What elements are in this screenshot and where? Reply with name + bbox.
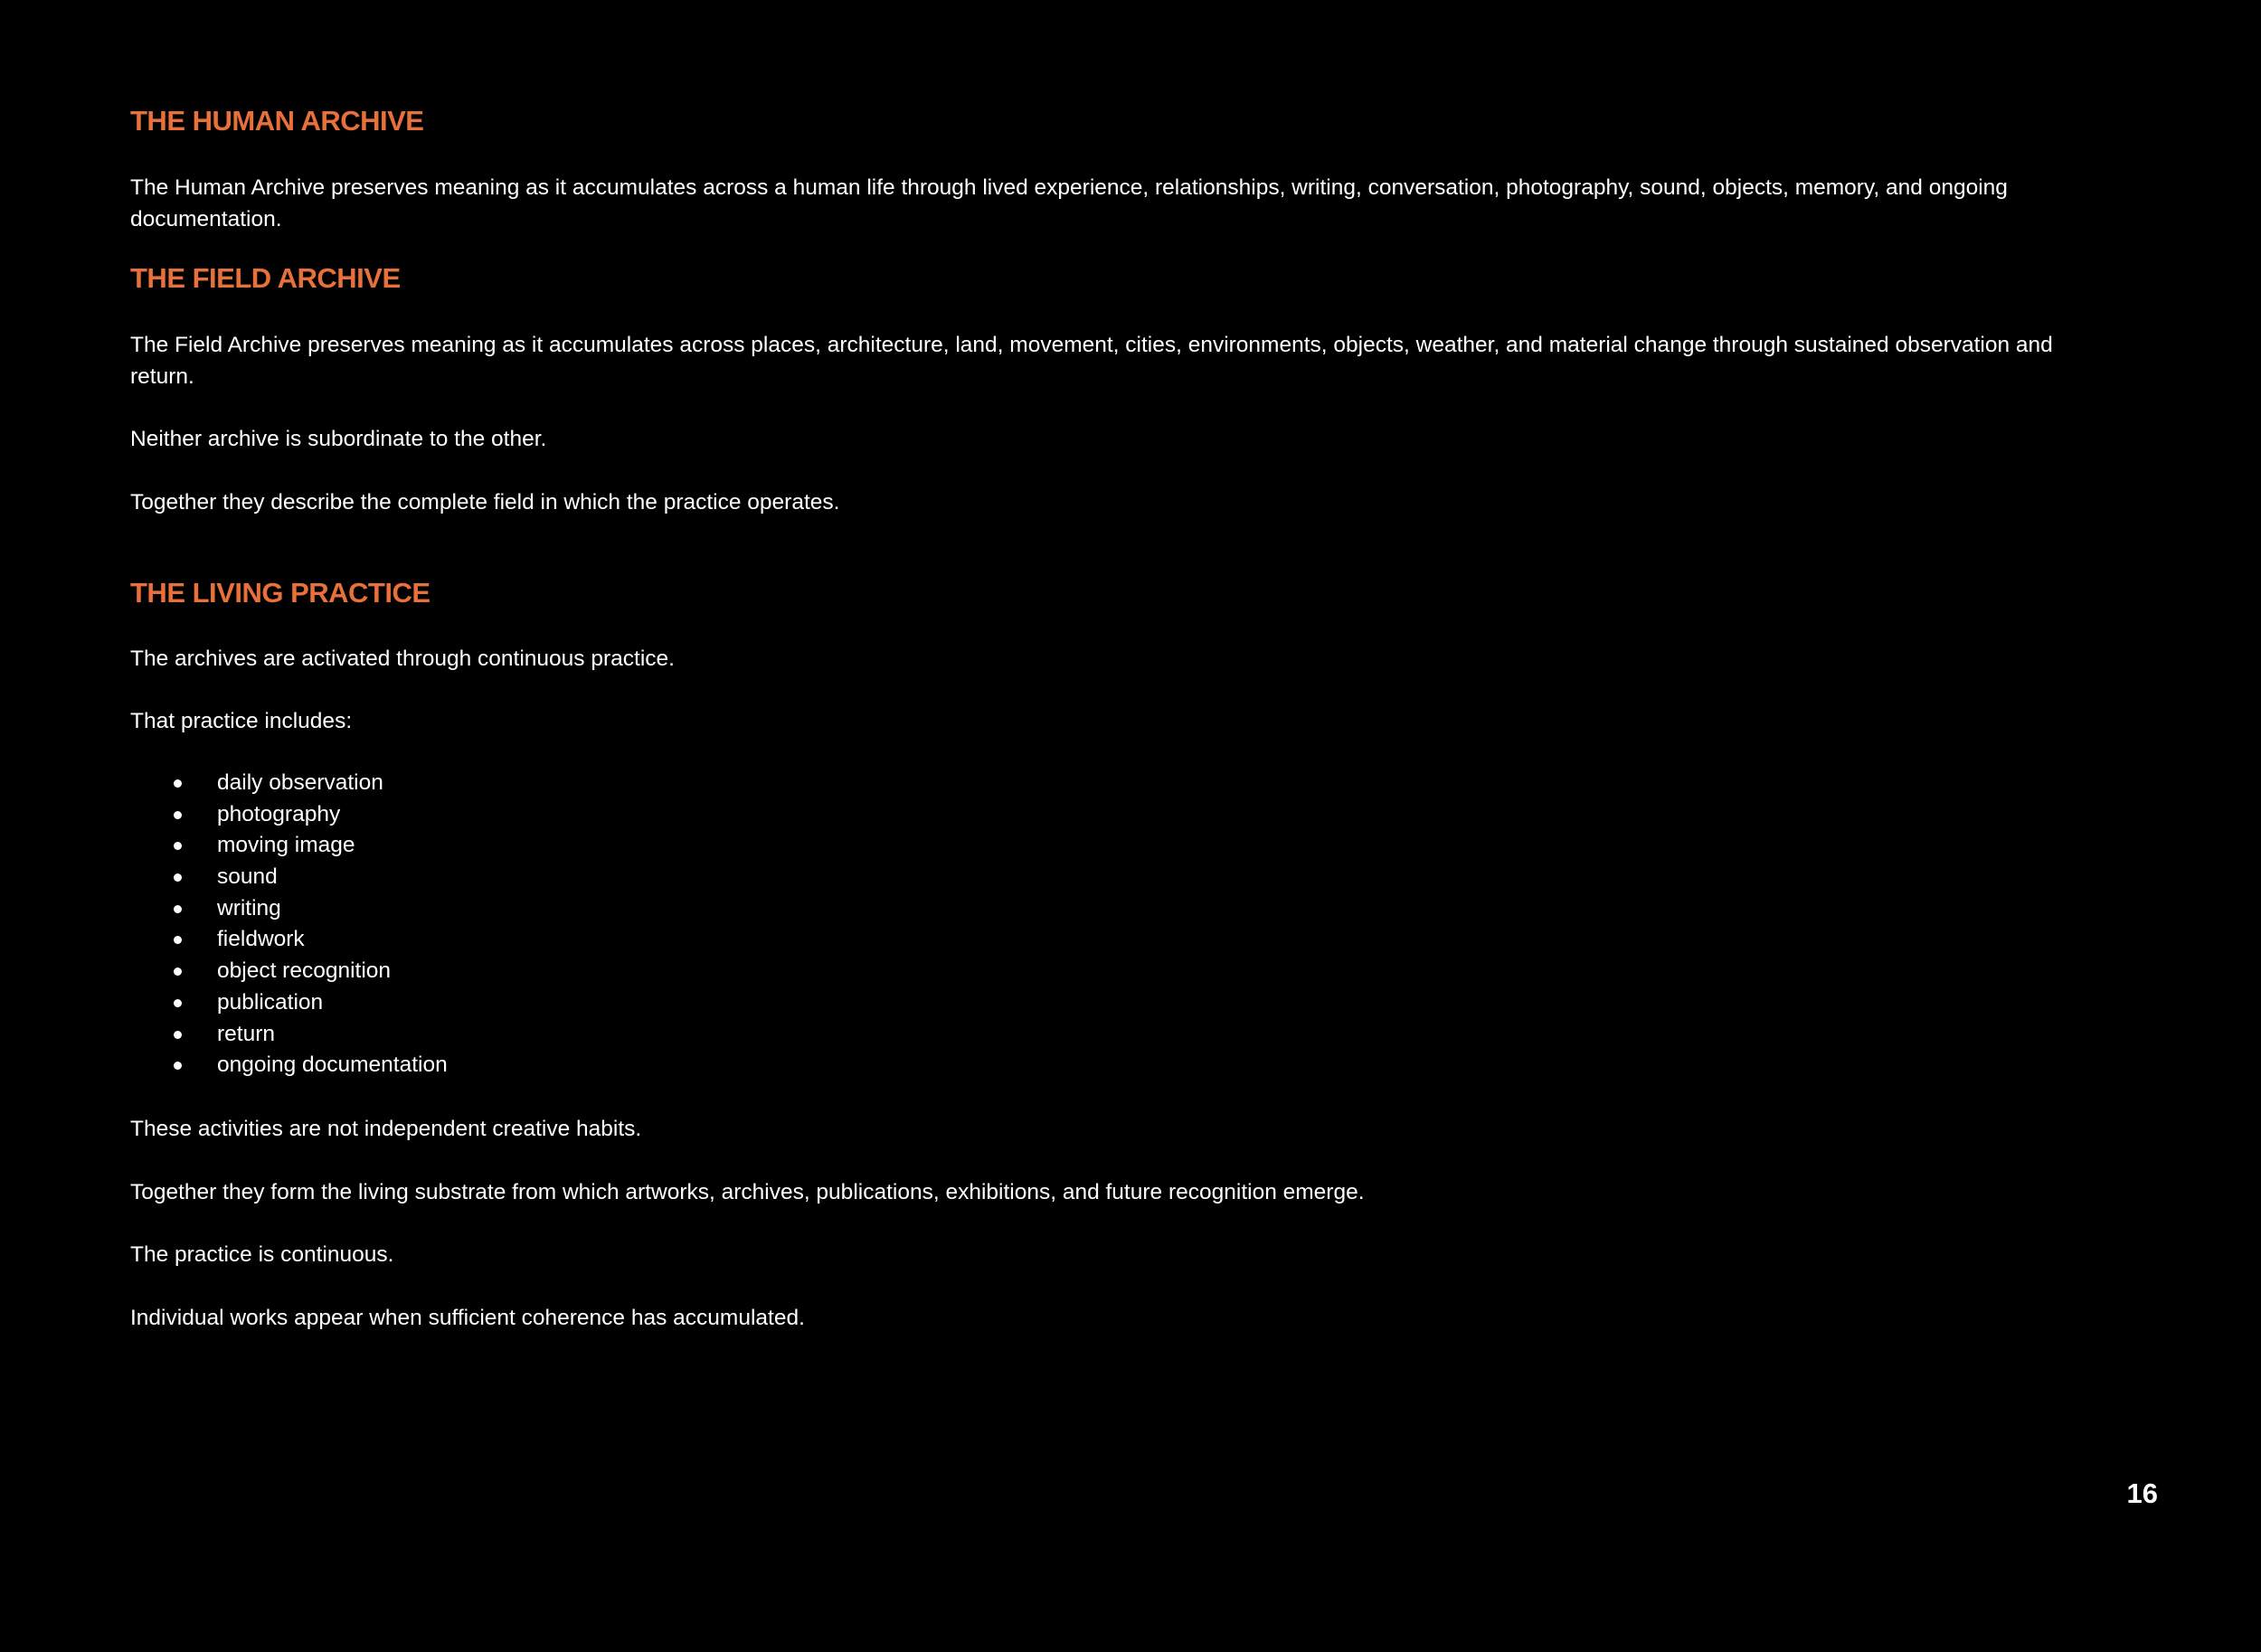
paragraph-neither-archive: Neither archive is subordinate to the other. bbox=[130, 427, 547, 451]
bullet-icon bbox=[174, 842, 182, 850]
list-item-label: moving image bbox=[217, 833, 355, 858]
paragraph-archives-activated: The archives are activated through continuous practice. bbox=[130, 647, 675, 671]
list-item-label: ongoing documentation bbox=[217, 1053, 448, 1078]
paragraph-field-archive: The Field Archive preserves meaning as it accumulates across places, architecture, land, movement, cities, environments, objects, weather, and material change through sustained observation and return. bbox=[130, 333, 2053, 389]
list-item-label: sound bbox=[217, 864, 278, 890]
practice-list bbox=[130, 768, 448, 1081]
bullet-icon bbox=[174, 905, 182, 913]
bullet-icon bbox=[174, 1062, 182, 1070]
paragraph-practice-includes: That practice includes: bbox=[130, 709, 353, 733]
list-item bbox=[130, 862, 448, 893]
bullet-icon bbox=[174, 1031, 182, 1039]
list-item-label: object recognition bbox=[217, 958, 392, 984]
paragraph-human-archive: The Human Archive preserves meaning as it accumulates across a human life through lived experience, relationships, writing, conversation, photography, sound, objects, memory, and ongoing documentation. bbox=[130, 175, 2008, 231]
bullet-icon bbox=[174, 811, 182, 819]
list-item-label: daily observation bbox=[217, 770, 383, 795]
list-item-label: writing bbox=[217, 895, 281, 920]
list-item bbox=[130, 924, 448, 956]
list-item bbox=[130, 1019, 448, 1051]
heading-human-archive: THE HUMAN ARCHIVE bbox=[130, 105, 424, 137]
paragraph-not-independent-habits: These activities are not independent creative habits. bbox=[130, 1117, 642, 1141]
bullet-icon bbox=[174, 999, 182, 1007]
list-item-label: photography bbox=[217, 801, 341, 826]
list-item bbox=[130, 1050, 448, 1081]
list-item bbox=[130, 956, 448, 987]
list-item bbox=[130, 830, 448, 862]
list-item bbox=[130, 799, 448, 831]
bullet-icon bbox=[174, 936, 182, 944]
list-item-label: fieldwork bbox=[217, 927, 305, 952]
paragraph-together-complete-field: Together they describe the complete field in which the practice operates. bbox=[130, 490, 840, 514]
bullet-icon bbox=[174, 873, 182, 882]
paragraph-individual-works: Individual works appear when sufficient coherence has accumulated. bbox=[130, 1306, 805, 1330]
list-item bbox=[130, 768, 448, 799]
list-item-label: publication bbox=[217, 989, 324, 1015]
heading-living-practice: THE LIVING PRACTICE bbox=[130, 577, 430, 609]
heading-field-archive: THE FIELD ARCHIVE bbox=[130, 262, 401, 294]
bullet-icon bbox=[174, 968, 182, 976]
list-item bbox=[130, 987, 448, 1019]
paragraph-living-substrate: Together they form the living substrate from which artworks, archives, publications, exhibitions, and future recognition emerge. bbox=[130, 1180, 1365, 1204]
list-item bbox=[130, 893, 448, 925]
paragraph-practice-continuous: The practice is continuous. bbox=[130, 1242, 394, 1267]
list-item-label: return bbox=[217, 1021, 276, 1046]
page-number: 16 bbox=[2126, 1477, 2158, 1509]
bullet-icon bbox=[174, 779, 182, 788]
